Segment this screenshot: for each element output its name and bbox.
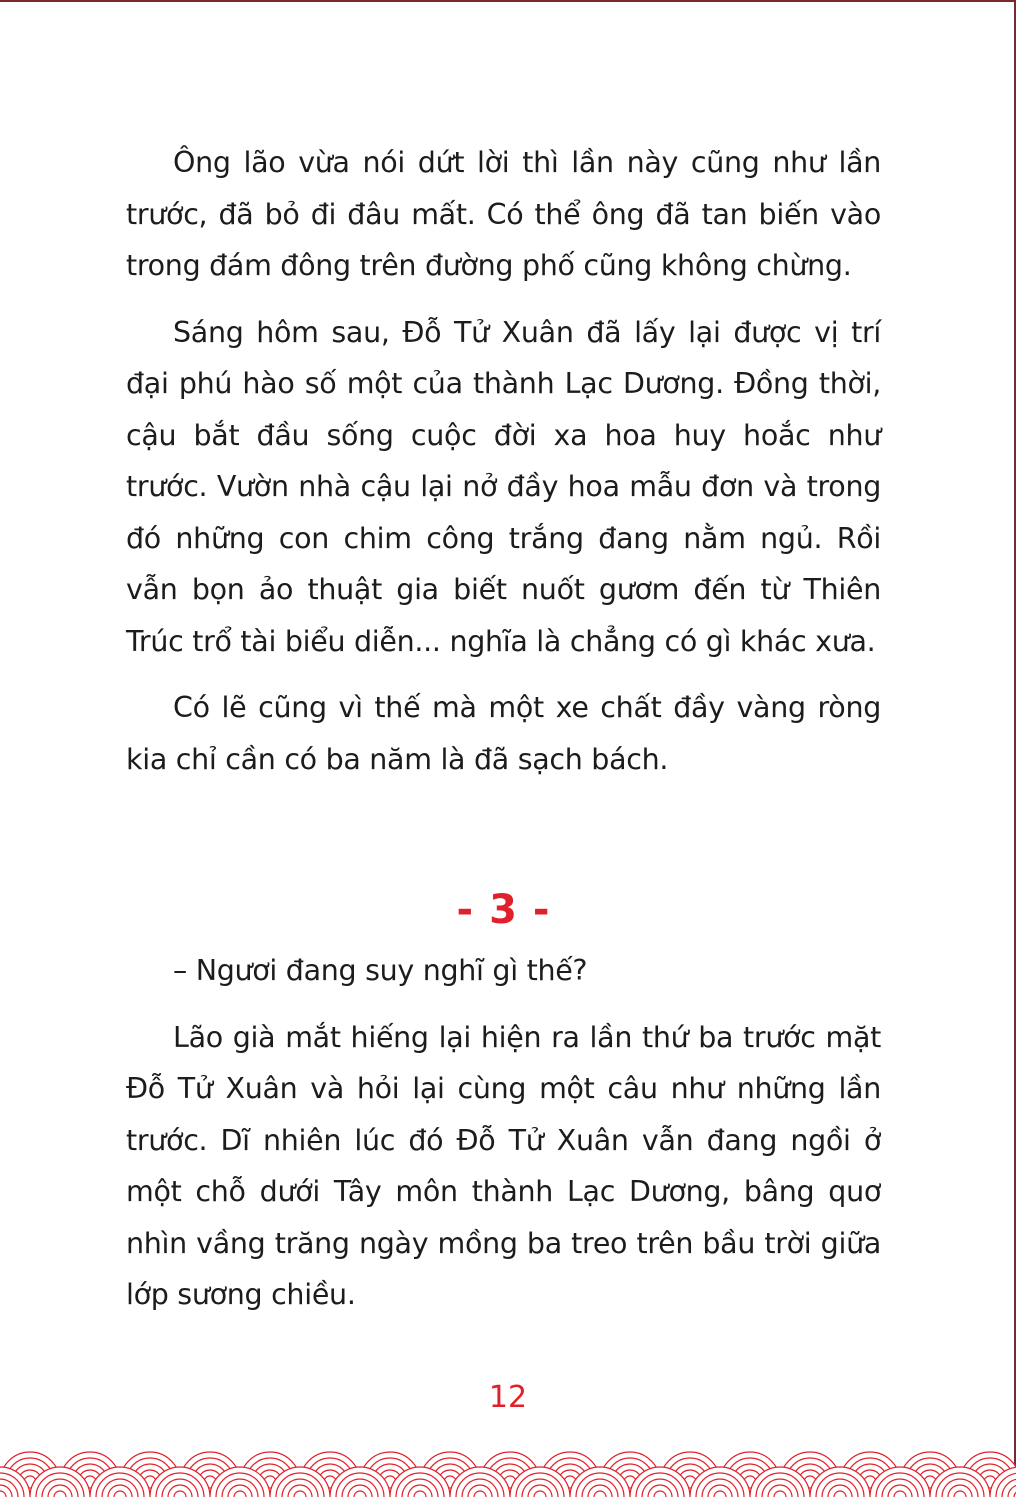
paragraph: Có lẽ cũng vì thế mà một xe chất đầy vàng ròng kia chỉ cần có ba năm là đã sạch bách. [126, 691, 881, 776]
decorative-wave-border [0, 1437, 1016, 1497]
paragraph: Ông lão vừa nói dứt lời thì lần này cũng như lần trước, đã bỏ đi đâu mất. Có thể ông đã tan biến vào trong đám đông trên đường phố cũng không chừng. [126, 146, 881, 282]
paragraph: Sáng hôm sau, Đỗ Tử Xuân đã lấy lại được vị trí đại phú hào số một của thành Lạc Dương. Đồng thời, cậu bắt đầu sống cuộc đời xa hoa huy hoắc như trước. Vườn nhà cậu lại nở đầy hoa mẫu đơn và trong đó những con chim công trắng đang nằm ngủ. Rồi vẫn bọn ảo thuật gia biết nuốt gươm đến từ Thiên Trúc trổ tài biểu diễn... nghĩa là chẳng có gì khác xưa. [126, 315, 881, 658]
page-number: 12 [488, 1380, 528, 1415]
page-content [126, 137, 881, 1321]
dialogue-line: – Ngươi đang suy nghĩ gì thế? [173, 954, 588, 987]
paragraph: Lão già mắt hiếng lại hiện ra lần thứ ba trước mặt Đỗ Tử Xuân và hỏi lại cùng một câu như những lần trước. Dĩ nhiên lúc đó Đỗ Tử Xuân vẫn đang ngồi ở một chỗ dưới Tây môn thành Lạc Dương, bâng quơ nhìn vầng trăng ngày mồng ba treo trên bầu trời giữa lớp sương chiều. [126, 1020, 881, 1311]
chapter-heading: - 3 - [456, 887, 551, 933]
